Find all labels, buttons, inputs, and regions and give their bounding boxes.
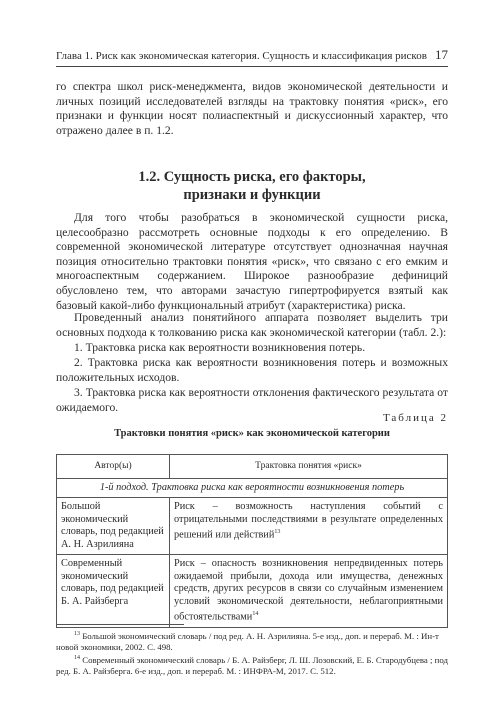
column-header-interpretation: Трактовка понятия «риск» <box>170 455 448 479</box>
footnote-ref: 13 <box>274 529 281 535</box>
list-item-1: 1. Трактовка риска как вероятности возникновения потерь. <box>74 341 366 354</box>
footnote-mark: 14 <box>74 655 80 661</box>
footnote-text: Современный экономический словарь / Б. А. Райзберг, Л. Ш. Лозовский, Е. Б. Стародубцева ; под ред. Б. А. Райзберга. 6-е изд., доп. и перераб. М. : ИНФРА-М, 2017. С. 512. <box>56 654 448 677</box>
table-row <box>57 555 448 628</box>
group-row-label: 1-й подход. Трактовка риска как вероятности возникновения потерь <box>57 478 448 498</box>
interpretation-text: Риск – возможность наступления событий с отрицательными последствиями в результате определенных решений или действий <box>174 501 443 541</box>
footnote-14 <box>56 653 448 678</box>
table-header-row <box>57 455 448 479</box>
table-group-row <box>57 478 448 498</box>
list-item-2: 2. Трактовка риска как вероятности возникновения потерь и возможных положительных исходов. <box>56 356 448 384</box>
list-item-3: 3. Трактовка риска как вероятности отклонения фактического результата от ожидаемого. <box>56 386 448 414</box>
intro-paragraph: го спектра школ риск-менеджмента, видов экономической деятельности и личных позиций исследователей взгляды на трактовку понятия «риск», его признаки и функции носят полиаспектный и дискуссионный характер, что отражено далее в п. 1.2. <box>56 80 448 137</box>
paragraph-1: Для того чтобы разобраться в экономической сущности риска, целесообразно рассмотреть основные подходы к его определению. В современной экономической литературе отсутствует однозначная научная позиция относительно трактовки понятия «риск», что связано с его емким и многоаспектным содержанием. Широкое разнообразие дефиниций обусловлено тем, что авторами зачастую гипертрофируется взятый как базовый какой-либо функциональный атрибут (характеристика) риска. <box>56 211 448 312</box>
table-cell-interpretation <box>170 498 448 555</box>
table-label: Таблица 2 <box>382 412 448 424</box>
paragraph-2: Проведенный анализ понятийного аппарата позволяет выделить три основных подхода к толкованию риска как экономической категории (табл. 2.): <box>56 311 448 339</box>
running-header-title: Глава 1. Риск как экономическая категория. Сущность и классификация рисков <box>56 50 427 62</box>
table-cell-interpretation <box>170 555 448 628</box>
footnote-mark: 13 <box>74 631 80 637</box>
page-number: 17 <box>435 47 448 62</box>
section-heading-line2: признаки и функции <box>183 187 321 203</box>
section-heading <box>56 168 448 204</box>
running-header <box>56 44 448 67</box>
footnote-ref: 14 <box>252 611 259 617</box>
column-header-author: Автор(ы) <box>57 455 170 479</box>
footnote-text: Большой экономический словарь / под ред. А. Н. Азрилияна. 5-е изд., доп. и перераб. М. : Ин-т новой экономики, 2002. С. 498. <box>56 630 439 653</box>
table-cell-author: Современный экономический словарь, под редакцией Б. А. Райзберга <box>57 555 170 628</box>
table-row <box>57 498 448 555</box>
footnote-divider <box>56 624 184 625</box>
interpretation-text: Риск – опасность возникновения непредвиденных потерь ожидаемой прибыли, дохода или имущества, денежных средств, других ресурсов в связи со случайным изменением условий экономической деятельности, неблагоприятными обстоятельствами <box>174 558 443 623</box>
section-heading-line1: 1.2. Сущность риска, его факторы, <box>138 169 366 185</box>
table-caption: Трактовки понятия «риск» как экономической категории <box>114 428 390 439</box>
footnote-13 <box>56 629 448 654</box>
table-cell-author: Большой экономический словарь, под редакцией А. Н. Азрилияна <box>57 498 170 555</box>
interpretations-table <box>56 454 448 628</box>
